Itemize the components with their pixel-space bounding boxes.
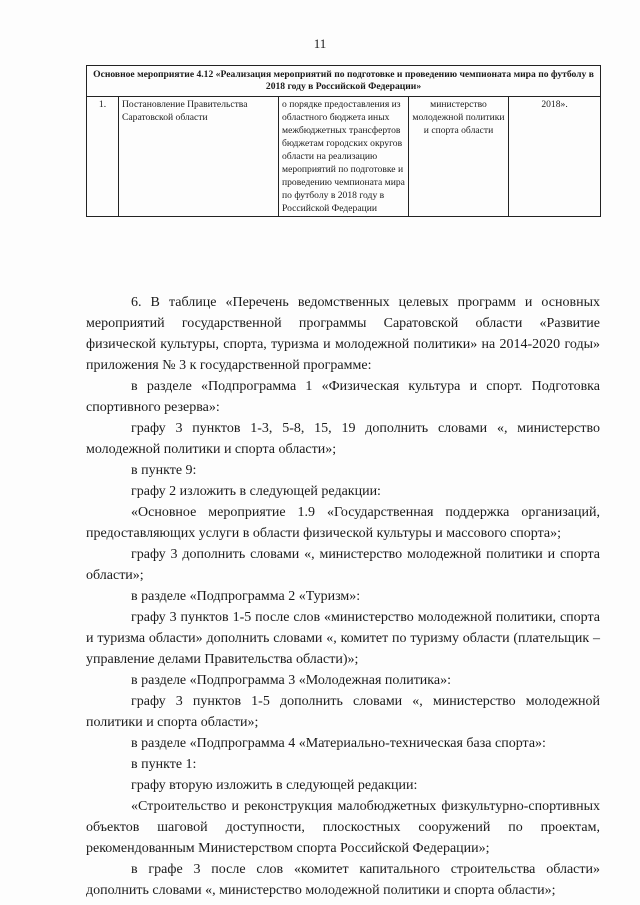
paragraph: в графе 3 после слов «комитет капитального строительства области» дополнить словами «, министерство молодежной политики и спорта области»; xyxy=(86,862,600,898)
document-content-cell: о порядке предоставления из областного бюджета иных межбюджетных трансфертов бюджетам городских округов области на реализацию мероприятий по подготовке и проведению чемпионата мира по футболу в 2018 году в Российской Федерации xyxy=(279,97,409,217)
paragraph: графу 3 пунктов 1-5 после слов «министерство молодежной политики, спорта и туризма области» дополнить словами «, комитет по туризму области (плательщик – управление делами Правительства области)»; xyxy=(86,610,600,667)
paragraph: в пункте 9: xyxy=(131,463,197,478)
paragraph: графу вторую изложить в следующей редакции: xyxy=(131,778,418,793)
paragraph: в пункте 1: xyxy=(131,757,197,772)
paragraph: 6. В таблице «Перечень ведомственных целевых программ и основных мероприятий государственной программы Саратовской области «Развитие физической культуры, спорта, туризма и молодежной политики» на 2014-2020 годы» приложения № 3 к государственной программе: xyxy=(86,295,600,373)
paragraph: «Основное мероприятие 1.9 «Государственная поддержка организаций, предоставляющих услуги в области физической культуры и массового спорта»; xyxy=(86,505,600,541)
measures-table xyxy=(86,65,601,217)
paragraph: в разделе «Подпрограмма 4 «Материально-техническая база спорта»: xyxy=(131,736,546,751)
paragraph: в разделе «Подпрограмма 1 «Физическая культура и спорт. Подготовка спортивного резерва»: xyxy=(86,379,600,415)
paragraph: графу 3 пунктов 1-5 дополнить словами «, министерство молодежной политики и спорта области»; xyxy=(86,694,600,730)
row-number-cell: 1. xyxy=(87,97,119,217)
page-number: 11 xyxy=(313,36,327,51)
paragraph: графу 3 пунктов 1-3, 5-8, 15, 19 дополнить словами «, министерство молодежной политики и спорта области»; xyxy=(86,421,600,457)
table-header-row xyxy=(87,66,601,97)
document-type-cell: Постановление Правительства Саратовской области xyxy=(119,97,279,217)
paragraph: в разделе «Подпрограмма 2 «Туризм»: xyxy=(131,589,361,604)
department-cell: министерство молодежной политики и спорта области xyxy=(409,97,509,217)
document-body xyxy=(86,292,600,901)
paragraph: в разделе «Подпрограмма 3 «Молодежная политика»: xyxy=(131,673,451,688)
table-section-header: Основное мероприятие 4.12 «Реализация мероприятий по подготовке и проведению чемпионата мира по футболу в 2018 году в Российской Федерации» xyxy=(87,66,601,97)
table-row xyxy=(87,97,601,217)
paragraph: «Строительство и реконструкция малобюджетных физкультурно-спортивных объектов шаговой доступности, плоскостных сооружений по проектам, рекомендованным Министерством спорта Российской Федерации»; xyxy=(86,799,600,856)
paragraph: графу 2 изложить в следующей редакции: xyxy=(131,484,381,499)
paragraph: графу 3 дополнить словами «, министерство молодежной политики и спорта области»; xyxy=(86,547,600,583)
year-cell: 2018». xyxy=(509,97,601,217)
